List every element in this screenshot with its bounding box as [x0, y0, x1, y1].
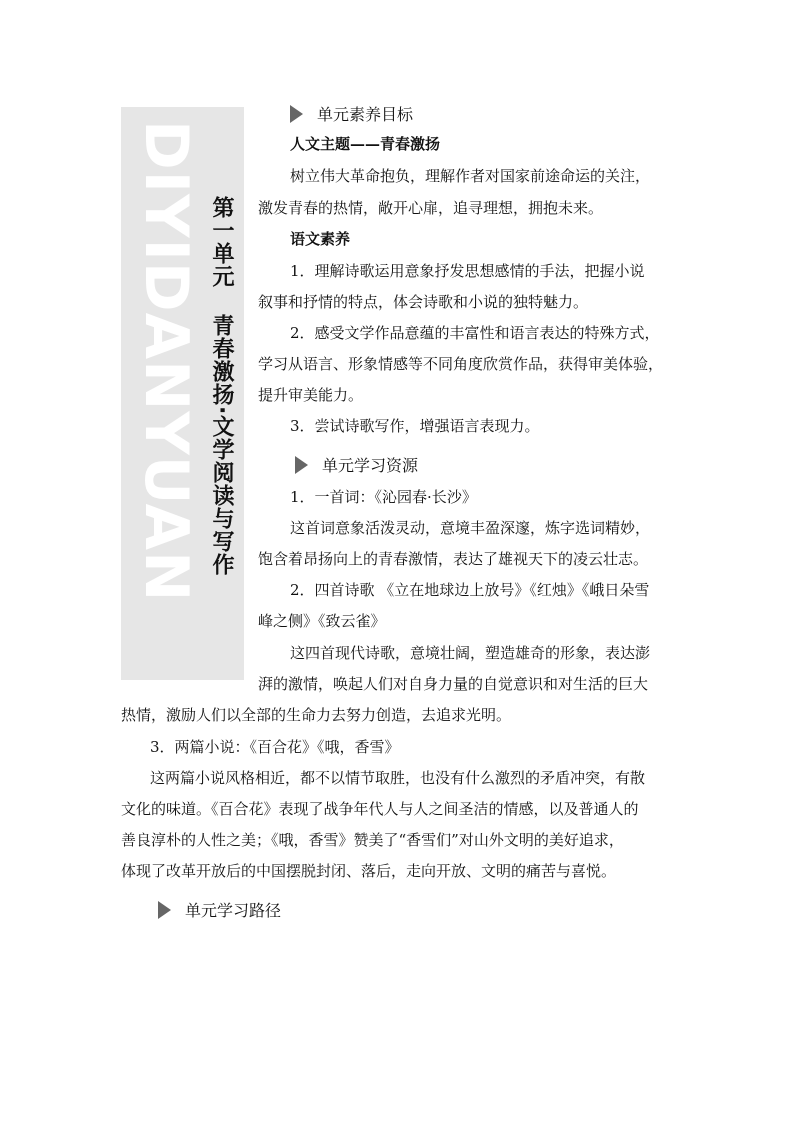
- paragraph-line: 这首词意象活泼灵动，意境丰盈深邃，炼字选词精妙，: [290, 519, 651, 537]
- unit-theme: 青春激扬·文学阅读与写作: [209, 314, 234, 577]
- paragraph-line: 叙事和抒情的特点，体会诗歌和小说的独特魅力。: [258, 293, 589, 311]
- theme-label: 人文主题——青春激扬: [290, 135, 441, 153]
- paragraph-line: 湃的激情，唤起人们对自身力量的自觉意识和对生活的巨大: [258, 675, 649, 693]
- triangle-bullet-icon: [158, 901, 171, 919]
- paragraph-line: 这两篇小说风格相近，都不以情节取胜，也没有什么激烈的矛盾冲突，有散: [150, 769, 646, 787]
- paragraph-line: 饱含着昂扬向上的青春激情，表达了雄视天下的凌云壮志。: [258, 550, 649, 568]
- section-heading-label: 单元学习路径: [185, 901, 282, 920]
- literacy-label: 语文素养: [290, 230, 351, 248]
- paragraph-line: 激发青春的热情，敞开心扉，追寻理想，拥抱未来。: [258, 199, 604, 217]
- resource-title: 3．两篇小说：《百合花》《哦，香雪》: [150, 738, 400, 756]
- section-heading-goals: [290, 102, 413, 125]
- paragraph-line: 1．理解诗歌运用意象抒发思想感情的手法，把握小说: [290, 262, 645, 280]
- resource-title: 2．四首诗歌 《立在地球边上放号》《红烛》《峨日朵雪: [290, 581, 650, 599]
- paragraph-line: 2．感受文学作品意蕴的丰富性和语言表达的特殊方式，: [290, 324, 660, 342]
- paragraph-line: 提升审美能力。: [258, 386, 364, 404]
- resource-title: 峰之侧》《致云雀》: [258, 612, 386, 630]
- triangle-bullet-icon: [295, 456, 308, 474]
- triangle-bullet-icon: [290, 105, 303, 123]
- section-heading-label: 单元素养目标: [317, 105, 414, 124]
- paragraph-line: 学习从语言、形象情感等不同角度欣赏作品，获得审美体验，: [258, 355, 664, 373]
- unit-title: [204, 196, 238, 616]
- section-heading-label: 单元学习资源: [322, 456, 419, 475]
- resource-title: 1．一首词：《沁园春·长沙》: [290, 488, 477, 506]
- section-heading-path: [158, 898, 281, 921]
- paragraph-line: 热情，激励人们以全部的生命力去努力创造，去追求光明。: [121, 706, 512, 724]
- paragraph-line: 这四首现代诗歌，意境壮阔，塑造雄奇的形象，表达澎: [290, 644, 651, 662]
- paragraph-line: 体现了改革开放后的中国摆脱封闭、落后，走向开放、文明的痛苦与喜悦。: [121, 862, 617, 880]
- unit-number: 第一单元: [209, 196, 234, 288]
- paragraph-line: 树立伟大革命抱负，理解作者对国家前途命运的关注，: [290, 167, 651, 185]
- paragraph-line: 文化的味道。《百合花》表现了战争年代人与人之间圣洁的情感，以及普通人的: [121, 800, 639, 818]
- watermark-text: DIYIDANYUAN: [131, 120, 201, 603]
- section-heading-resources: [295, 453, 418, 476]
- paragraph-line: 善良淳朴的人性之美；《哦，香雪》赞美了“香雪们”对山外文明的美好追求，: [121, 831, 624, 849]
- paragraph-line: 3．尝试诗歌写作，增强语言表现力。: [290, 417, 540, 435]
